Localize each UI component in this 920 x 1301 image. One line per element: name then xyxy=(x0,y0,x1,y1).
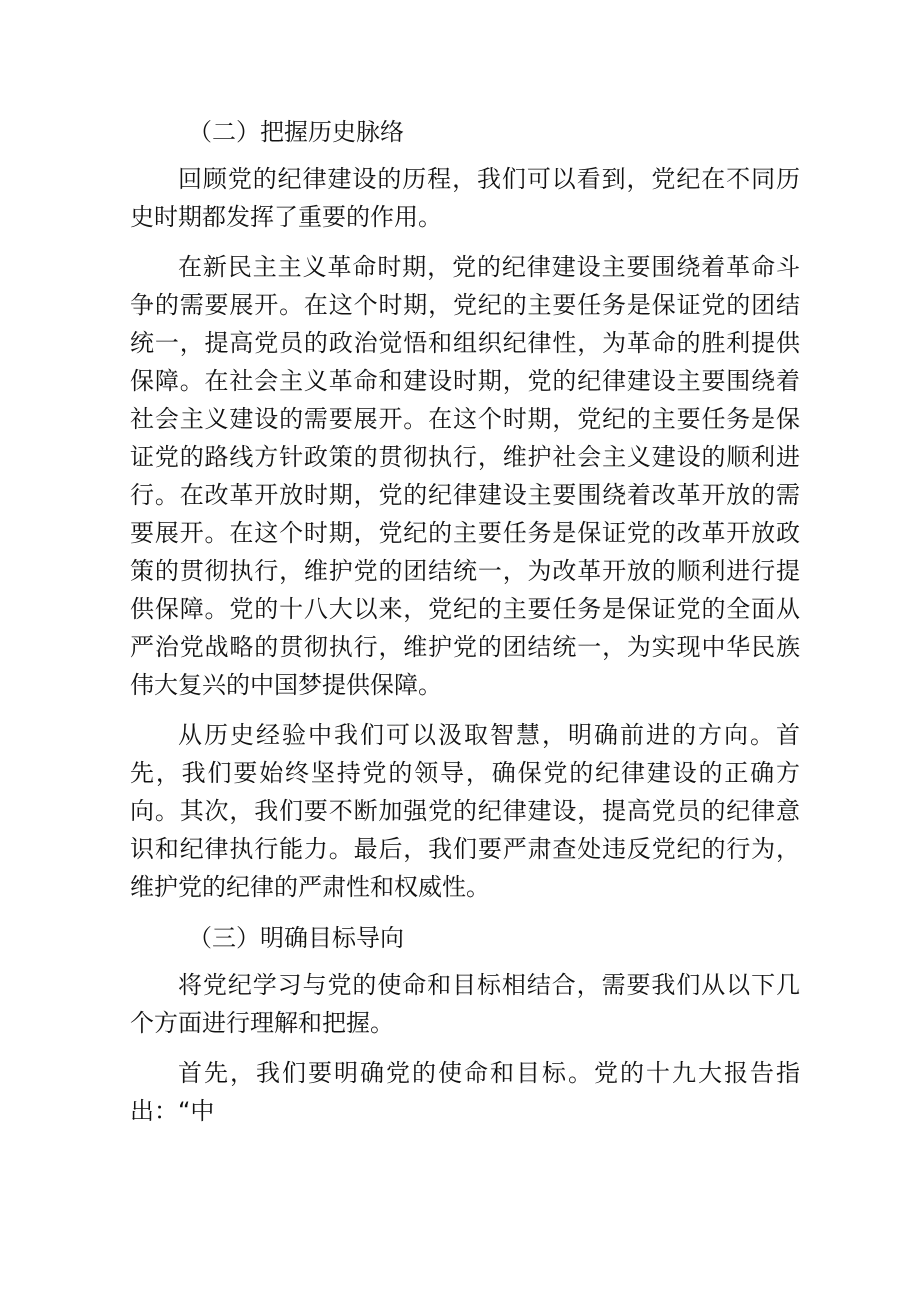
section-heading-2: （二）把握历史脉络 xyxy=(188,118,404,146)
section-heading-3: （三）明确目标导向 xyxy=(188,924,404,952)
paragraph-2: 在新民主主义革命时期，党的纪律建设主要围绕着革命斗争的需要展开。在这个时期，党纪的主要任务是保证党的团结统一，提高党员的政治觉悟和组织纪律性，为革命的胜利提供保障。在社会主义革命和建设时期，党的纪律建设主要围绕着社会主义建设的需要展开。在这个时期，党纪的主要任务是保证党的路线方针政策的贯彻执行，维护社会主义建设的顺利进行。在改革开放时期，党的纪律建设主要围绕着改革开放的需要展开。在这个时期，党纪的主要任务是保证党的改革开放政策的贯彻执行，维护党的团结统一，为改革开放的顺利进行提供保障。党的十八大以来，党纪的主要任务是保证党的全面从严治党战略的贯彻执行，维护党的团结统一，为实现中华民族伟大复兴的中国梦提供保障。 xyxy=(130,253,800,699)
document-body xyxy=(130,112,800,1142)
paragraph-3: 从历史经验中我们可以汲取智慧，明确前进的方向。首先，我们要始终坚持党的领导，确保党的纪律建设的正确方向。其次，我们要不断加强党的纪律建设，提高党员的纪律意识和纪律执行能力。最后，我们要严肃查处违反党纪的行为，维护党的纪律的严肃性和权威性。 xyxy=(130,721,800,901)
paragraph-5: 首先，我们要明确党的使命和目标。党的十九大报告指出：“中 xyxy=(130,1059,800,1125)
paragraph-4: 将党纪学习与党的使命和目标相结合，需要我们从以下几个方面进行理解和把握。 xyxy=(130,971,800,1037)
paragraph-1: 回顾党的纪律建设的历程，我们可以看到，党纪在不同历史时期都发挥了重要的作用。 xyxy=(130,165,800,231)
